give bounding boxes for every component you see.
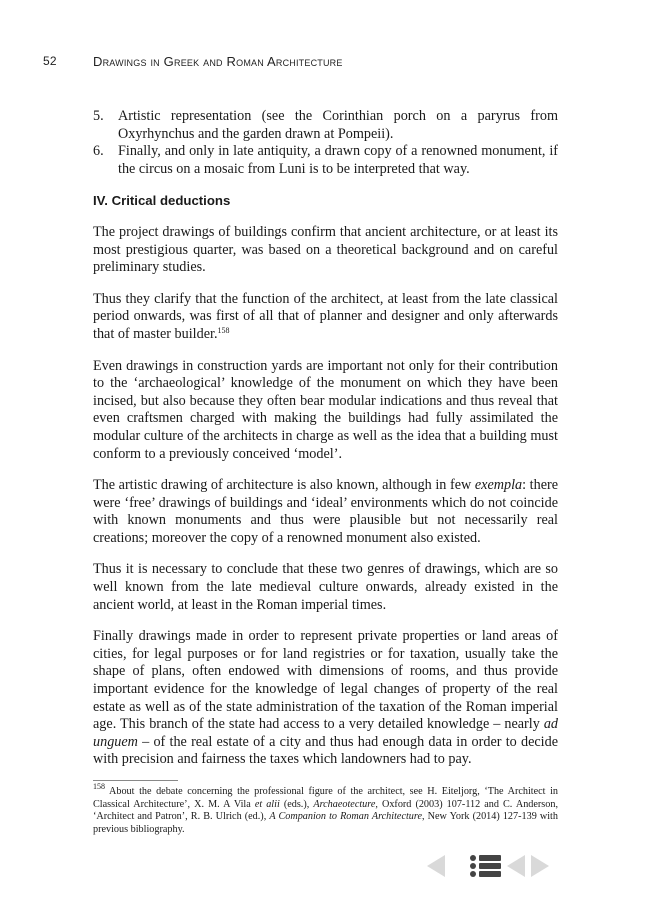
paragraph-text: – of the real estate of a city and thus had enough data in order to decide with precision and fairness the taxes which landowners had to pay. bbox=[93, 733, 558, 768]
italic-term: ad unguem bbox=[93, 716, 558, 750]
paragraph bbox=[93, 628, 558, 769]
paragraph: Thus it is necessary to conclude that these two genres of drawings, which are so well known from the late medieval culture onwards, already existed in the ancient world, at least in the Roman imperial times. bbox=[93, 561, 558, 613]
list-item bbox=[93, 108, 558, 143]
paragraph-text: The artistic drawing of architecture is also known, although in few bbox=[93, 477, 475, 494]
arrow-right-icon[interactable] bbox=[529, 852, 551, 880]
paragraph bbox=[93, 291, 558, 344]
paragraph: Even drawings in construction yards are important not only for their contribution to the ‘archaeological’ knowledge of the monument on which they have been incised, but also because they often bear modular indications and thus reveal that even craftsmen charged with making the buildings had fully assimilated the modular culture of the architects in charge as well as the idea that a building must conform to a previously conceived ‘model’. bbox=[93, 357, 558, 462]
list-item-number: 5. bbox=[93, 108, 104, 124]
footnote bbox=[93, 782, 558, 836]
footnote-italic: Archaeotecture bbox=[313, 798, 376, 810]
page-body bbox=[93, 108, 558, 783]
list-item-number: 6. bbox=[93, 143, 104, 160]
footnote-text: , Oxford (2003) 107-112 and C. Anderson, ‘Architect and Patron’, R. B. Ulrich (ed.), bbox=[93, 798, 558, 823]
list-item-text: Finally, and only in late antiquity, a drawn copy of a renowned monument, if the circus on a mosaic from Luni is to be interpreted that way. bbox=[118, 143, 558, 177]
paragraph bbox=[93, 477, 558, 547]
footnote-text: , New York (2014) 127-139 with previous bibliography. bbox=[93, 811, 558, 835]
numbered-list bbox=[93, 108, 558, 178]
arrow-left-icon[interactable] bbox=[505, 852, 527, 880]
footnote-reference[interactable]: 158 bbox=[217, 325, 230, 335]
running-title: Drawings in Greek and Roman Architecture bbox=[93, 54, 343, 69]
paragraph: The project drawings of buildings confirm that ancient architecture, or at least its most prestigious quarter, was based on a theoretical background and on careful preliminary studies. bbox=[93, 223, 558, 276]
list-item bbox=[93, 143, 558, 178]
section-heading: IV. Critical deductions bbox=[93, 193, 231, 209]
footnote-text: (eds.), bbox=[279, 798, 314, 810]
page-navigation bbox=[425, 852, 555, 882]
footnote-divider bbox=[93, 780, 178, 781]
footnote-italic: A Companion to Roman Architecture bbox=[269, 811, 423, 823]
paragraph-text: Finally drawings made in order to represent private properties or land areas of cities, for legal purposes or for land registries or for taxation, usually take the shape of plans, often endowed with dimensions of rooms, and thus provide important evidence for the knowledge of legal changes of property of the real estate as well as of the state administration of the taxation of the Roman imperial age. This branch of the state had access to a very detailed knowledge – nearly bbox=[93, 628, 558, 733]
footnote-italic: et alii bbox=[254, 798, 280, 810]
list-icon[interactable] bbox=[469, 852, 503, 880]
paragraph-text: : there were ‘free’ drawings of buildings and ‘ideal’ environments which do not coincide with known monuments and thus were plausible but not necessarily real creations; moreover the copy of a renowned monument also existed. bbox=[93, 477, 559, 546]
paragraph-text: Thus they clarify that the function of the architect, at least from the late classical period onwards, was first of all that of planner and designer and only afterwards that of master builder. bbox=[93, 290, 558, 342]
list-item-text: Artistic representation (see the Corinthian porch on a paryrus from Oxyrhynchus and the garden drawn at Pompeii). bbox=[118, 108, 558, 142]
footnote-text: About the debate concerning the professional figure of the architect, see H. Eiteljorg, ‘The Architect in Classical Architecture’, X. M. A Vila bbox=[93, 786, 558, 810]
arrow-left-icon[interactable] bbox=[425, 852, 447, 880]
footnote-number: 158 bbox=[93, 782, 105, 791]
italic-term: exempla bbox=[474, 477, 523, 494]
page-number: 52 bbox=[43, 54, 57, 68]
